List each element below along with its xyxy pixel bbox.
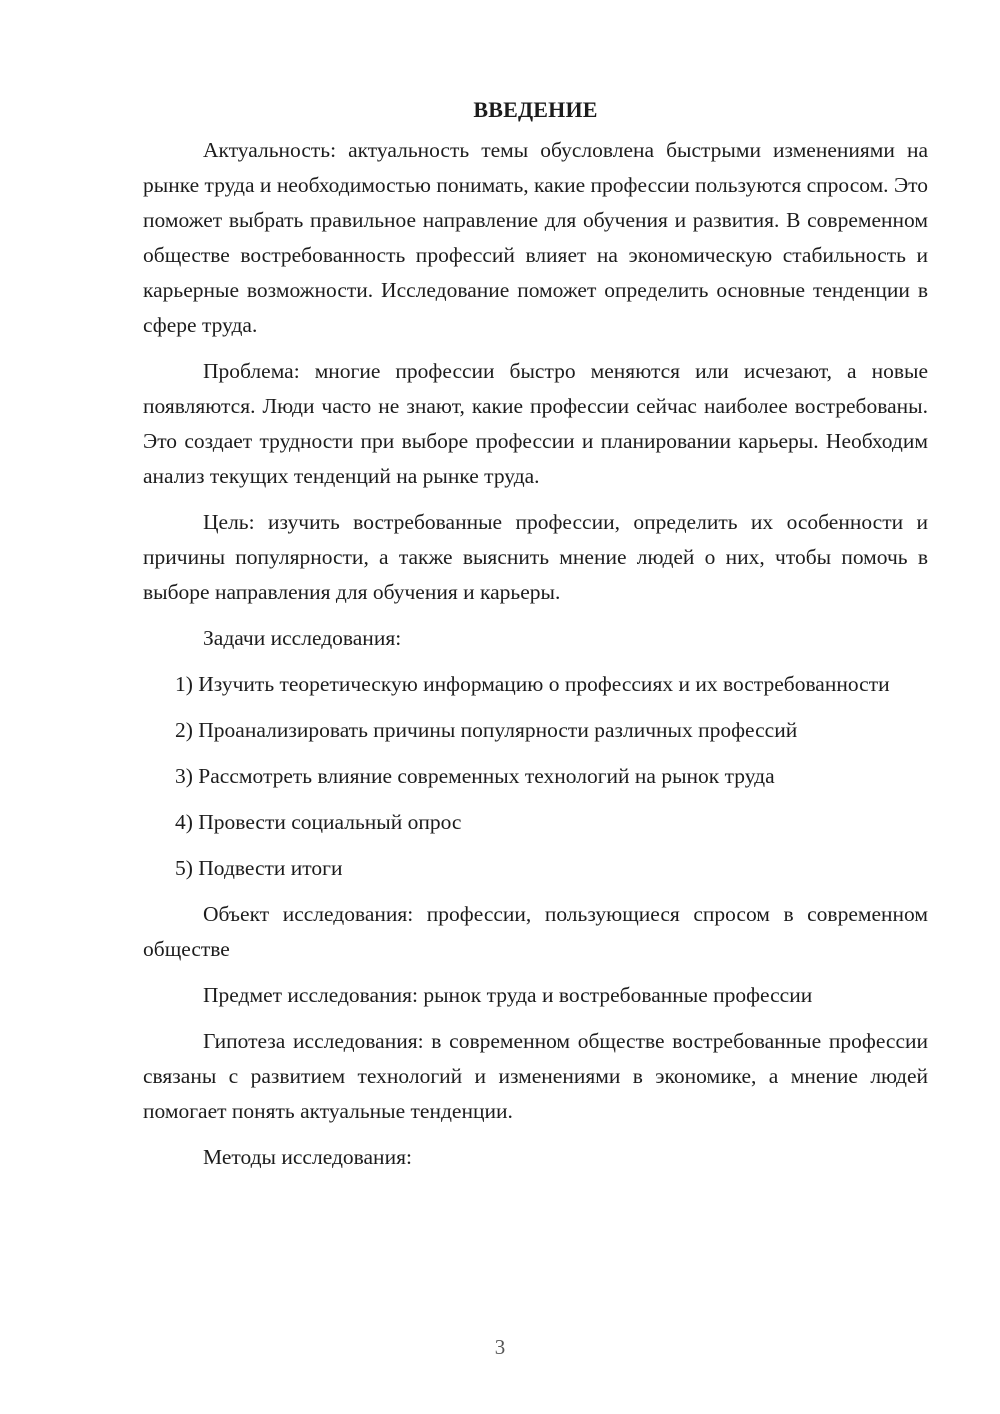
tasks-heading: Задачи исследования: [203, 626, 402, 650]
task-item-2: 2) Проанализировать причины популярности различных профессий [175, 718, 798, 742]
task-item-3: 3) Рассмотреть влияние современных технологий на рынок труда [175, 764, 775, 788]
task-item-1: 1) Изучить теоретическую информацию о профессиях и их востребованности [175, 672, 890, 696]
hypothesis-paragraph: Гипотеза исследования: в современном обществе востребованные профессии связаны с развитием технологий и изменениями в экономике, а мнение людей помогает понять актуальные тенденции. [143, 1029, 928, 1123]
task-item-5: 5) Подвести итоги [175, 856, 343, 880]
section-title: ВВЕДЕНИЕ [473, 97, 598, 122]
goal-paragraph: Цель: изучить востребованные профессии, определить их особенности и причины популярности, а также выяснить мнение людей о них, чтобы помочь в выборе направления для обучения и карьеры. [143, 510, 928, 604]
task-item-4: 4) Провести социальный опрос [175, 810, 462, 834]
object-paragraph: Объект исследования: профессии, пользующиеся спросом в современном обществе [143, 902, 928, 961]
methods-heading: Методы исследования: [203, 1145, 412, 1169]
page-content [143, 92, 928, 1175]
page-number: 3 [494, 1335, 506, 1359]
problem-paragraph: Проблема: многие профессии быстро меняются или исчезают, а новые появляются. Люди часто не знают, какие профессии сейчас наиболее востребованы. Это создает трудности при выборе профессии и планировании карьеры. Необходим анализ текущих тенденций на рынке труда. [143, 359, 928, 488]
relevance-paragraph: Актуальность: актуальность темы обусловлена быстрыми изменениями на рынке труда и необходимостью понимать, какие профессии пользуются спросом. Это поможет выбрать правильное направление для обучения и развития. В современном обществе востребованность профессий влияет на экономическую стабильность и карьерные возможности. Исследование поможет определить основные тенденции в сфере труда. [143, 138, 928, 337]
subject-paragraph: Предмет исследования: рынок труда и востребованные профессии [203, 983, 813, 1007]
